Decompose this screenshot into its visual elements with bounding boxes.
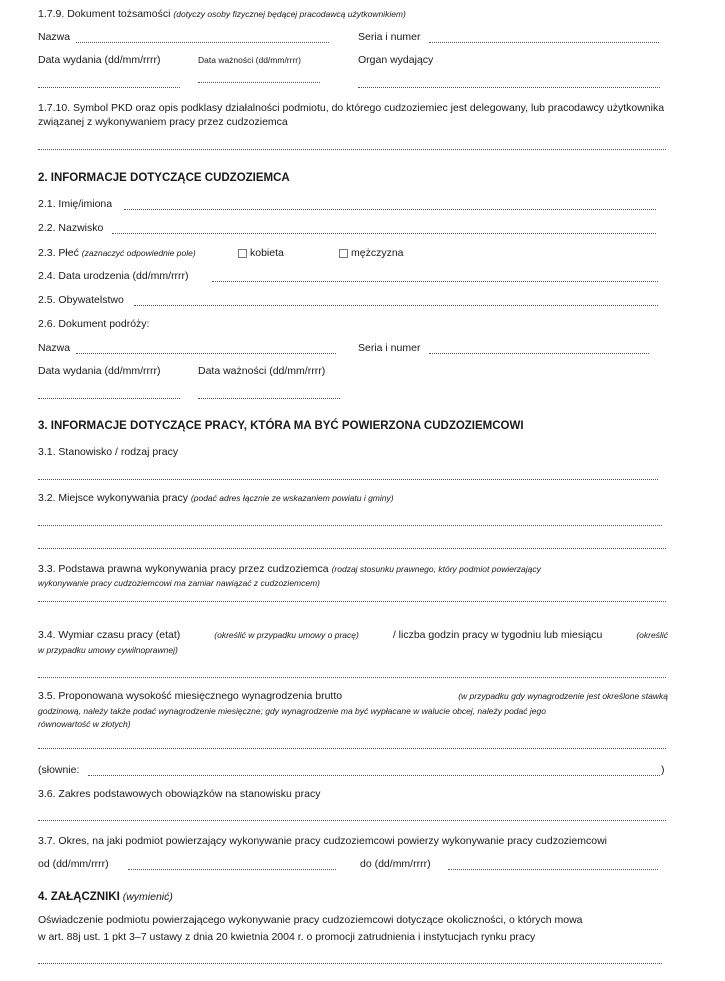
citizenship-label: 2.5. Obywatelstwo <box>38 294 124 306</box>
first-names-label: 2.1. Imię/imiona <box>38 198 113 210</box>
section-4-heading: 4. ZAŁĄCZNIKI (wymienić) <box>38 891 173 903</box>
place-label: 3.2. Miejsce wykonywania pracy (podać adres łącznie ze wskazaniem powiatu i gminy) <box>38 492 394 504</box>
place-note: (podać adres łącznie ze wskazaniem powiatu i gminy) <box>190 493 394 503</box>
position-label: 3.1. Stanowisko / rodzaj pracy <box>38 446 179 458</box>
attachment-statement-line-1: Oświadczenie podmiotu powierzającego wykonywanie pracy cudzoziemcowi dotyczące okoliczności, o których mowa <box>38 914 583 926</box>
duties-label: 3.6. Zakres podstawowych obowiązków na stanowisku pracy <box>38 788 321 800</box>
period-to-label: do (dd/mm/rrrr) <box>360 858 431 870</box>
birth-date-field[interactable] <box>212 281 658 282</box>
travel-doc-issue-label: Data wydania (dd/mm/rrrr) <box>38 365 161 377</box>
legal-basis-label: 3.3. Podstawa prawna wykonywania pracy przez cudzoziemca (rodzaj stosunku prawnego, który podmiot powierzający <box>38 563 541 575</box>
travel-doc-series-field[interactable] <box>429 353 649 354</box>
travel-doc-name-field[interactable] <box>76 353 336 354</box>
hours-note-cont: w przypadku umowy cywilnoprawnej) <box>38 645 178 655</box>
sex-label: 2.3. Płeć (zaznaczyć odpowiednie pole) <box>38 247 196 259</box>
doc-series-field[interactable] <box>429 42 659 43</box>
legal-basis-note: (rodzaj stosunku prawnego, który podmiot powierzający <box>331 564 541 574</box>
period-label: 3.7. Okres, na jaki podmiot powierzający wykonywanie pracy cudzoziemcowi powierzy wykonywanie pracy cudzoziemcowi <box>38 835 607 847</box>
legal-basis-note-cont: wykonywanie pracy cudzoziemcowi ma zamiar nawiązać z cudzoziemcem) <box>38 578 321 588</box>
doc-issue-date-field[interactable] <box>38 87 180 88</box>
place-field-2[interactable] <box>38 548 666 549</box>
travel-doc-label: 2.6. Dokument podróży: <box>38 318 150 330</box>
doc-issue-date-label: Data wydania (dd/mm/rrrr) <box>38 54 161 66</box>
male-label: mężczyzna <box>351 247 404 259</box>
birth-date-label: 2.4. Data urodzenia (dd/mm/rrrr) <box>38 270 189 282</box>
salary-words-close: ) <box>661 764 665 776</box>
hours-label: 3.4. Wymiar czasu pracy (etat) (określić w przypadku umowy o pracę) / liczba godzin pracy w tygodniu lub miesiącu (określić <box>38 629 668 641</box>
doc-name-field[interactable] <box>76 42 329 43</box>
first-names-field[interactable] <box>124 209 656 210</box>
place-field-1[interactable] <box>38 525 662 526</box>
section-2-heading: 2. INFORMACJE DOTYCZĄCE CUDZOZIEMCA <box>38 172 290 184</box>
field-1-7-9-label: 1.7.9. Dokument tożsamości (dotyczy osoby fizycznej będącej pracodawcą użytkownikiem) <box>38 8 406 20</box>
doc-issuer-label: Organ wydający <box>358 54 434 66</box>
female-checkbox[interactable] <box>238 249 247 258</box>
section-3-heading: 3. INFORMACJE DOTYCZĄCE PRACY, KTÓRA MA BYĆ POWIERZONA CUDZOZIEMCOWI <box>38 420 524 432</box>
salary-words-field[interactable] <box>88 775 660 776</box>
female-label: kobieta <box>250 247 284 259</box>
legal-basis-field[interactable] <box>38 601 666 602</box>
travel-doc-validity-field[interactable] <box>198 398 340 399</box>
salary-note-end: równowartość w złotych) <box>38 719 131 729</box>
salary-note: (w przypadku gdy wynagrodzenie jest określone stawką <box>458 691 668 701</box>
doc-validity-date-label: Data ważności (dd/mm/rrrr) <box>198 55 301 65</box>
attachments-field[interactable] <box>38 963 662 964</box>
surname-field[interactable] <box>112 233 656 234</box>
period-from-field[interactable] <box>128 869 336 870</box>
hours-note: (określić w przypadku umowy o pracę) <box>214 630 359 640</box>
duties-field[interactable] <box>38 820 666 821</box>
field-1-7-9-note: (dotyczy osoby fizycznej będącej pracodawcą użytkownikiem) <box>173 9 406 19</box>
salary-label: 3.5. Proponowana wysokość miesięcznego wynagrodzenia brutto (w przypadku gdy wynagrodzenie jest określone stawką <box>38 690 668 702</box>
sex-note: (zaznaczyć odpowiednie pole) <box>81 248 196 258</box>
doc-series-label: Seria i numer <box>358 31 421 43</box>
doc-issuer-field[interactable] <box>358 87 660 88</box>
field-1-7-10-label: 1.7.10. Symbol PKD oraz opis podklasy działalności podmiotu, do którego cudzoziemiec jest delegowany, lub pracodawcy użytkownika związanej z wykonywaniem pracy przez cudzoziemca <box>38 102 665 128</box>
section-4-note: (wymienić) <box>122 891 173 903</box>
male-checkbox[interactable] <box>339 249 348 258</box>
travel-doc-validity-label: Data ważności (dd/mm/rrrr) <box>198 365 326 377</box>
salary-note-cont: godzinową, należy także podać wynagrodzenie miesięczne; gdy wynagrodzenie ma być wypłacane w walucie obcej, należy podać jego <box>38 706 546 716</box>
position-field[interactable] <box>38 479 658 480</box>
salary-words-open: (słownie: <box>38 764 80 776</box>
travel-doc-series-label: Seria i numer <box>358 342 421 354</box>
period-from-label: od (dd/mm/rrrr) <box>38 858 109 870</box>
doc-validity-date-field[interactable] <box>198 82 320 83</box>
attachment-statement-line-2: w art. 88j ust. 1 pkt 3–7 ustawy z dnia 20 kwietnia 2004 r. o promocji zatrudnienia i instytucjach rynku pracy <box>38 931 536 943</box>
period-to-field[interactable] <box>448 869 658 870</box>
travel-doc-name-label: Nazwa <box>38 342 71 354</box>
pkd-field[interactable] <box>38 149 666 150</box>
citizenship-field[interactable] <box>134 305 658 306</box>
hours-field[interactable] <box>38 677 666 678</box>
doc-name-label: Nazwa <box>38 31 71 43</box>
salary-field[interactable] <box>38 748 666 749</box>
surname-label: 2.2. Nazwisko <box>38 222 104 234</box>
travel-doc-issue-field[interactable] <box>38 398 180 399</box>
